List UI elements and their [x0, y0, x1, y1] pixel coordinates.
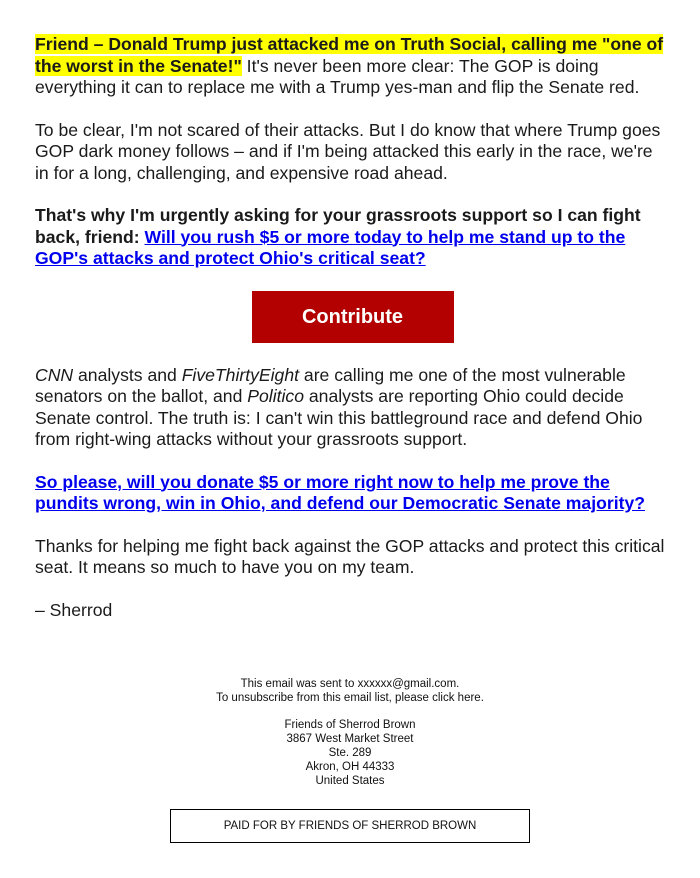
address-city: Akron, OH 44333: [305, 761, 395, 773]
analysts-text-1: analysts and: [73, 364, 182, 385]
cnn-text: CNN: [35, 364, 74, 385]
signoff: – Sherrod: [35, 599, 113, 620]
address-street: 3867 West Market Street: [286, 733, 414, 745]
thanks-paragraph: Thanks for helping me fight back against the GOP attacks and protect this critical seat. It means so much to have you on my team.: [35, 535, 665, 577]
analysts-paragraph: [35, 365, 670, 451]
highlighted-intro: Friend – Donald Trump just attacked me on Truth Social, calling me "one of the worst in the Senate!": [35, 34, 664, 76]
address-suite: Ste. 289: [328, 747, 372, 759]
sent-to-text: This email was sent to xxxxxx@gmail.com.: [240, 678, 460, 690]
address-country: United States: [315, 775, 385, 787]
politico-text: Politico: [247, 386, 304, 406]
analysts-text-3: analysts are reporting Ohio could decide Senate control. The truth is: I can't win this battleground race and defend Ohio from right-wing attacks without your grassroots support.: [35, 386, 643, 449]
intro-paragraph: [35, 34, 670, 99]
email-body: [35, 34, 670, 642]
contribute-button-wrap: [35, 291, 670, 343]
analysts-text-2: are calling me one of the most vulnerable senators on the ballot, and: [35, 364, 626, 406]
intro-rest: It's never been more clear: The GOP is doing everything it can to replace me with a Trump yes-man and flip the Senate red.: [35, 55, 640, 97]
paid-for-disclaimer: PAID FOR BY FRIENDS OF SHERROD BROWN: [170, 809, 530, 843]
donate-paragraph: [35, 472, 670, 515]
org-name: Friends of Sherrod Brown: [284, 719, 416, 731]
contribute-button[interactable]: Contribute: [252, 291, 454, 343]
ask-paragraph: [35, 205, 670, 270]
attacks-paragraph: To be clear, I'm not scared of their attacks. But I do know that where Trump goes GOP dark money follows – and if I'm being attacked this early in the race, we're in for a long, challenging, and expensive road ahead.: [35, 119, 661, 183]
unsubscribe-link[interactable]: To unsubscribe from this email list, please click here.: [216, 692, 484, 704]
ask-bold-text: That's why I'm urgently asking for your grassroots support so I can fight back, friend:: [35, 205, 641, 247]
donate-link[interactable]: So please, will you donate $5 or more right now to help me prove the pundits wrong, win in Ohio, and defend our Democratic Senate majority?: [35, 471, 645, 513]
fivethirtyeight-text: FiveThirtyEight: [181, 364, 300, 385]
email-footer: [0, 677, 700, 788]
rush-donate-link[interactable]: Will you rush $5 or more today to help me stand up to the GOP's attacks and protect Ohio's critical seat?: [35, 226, 626, 268]
